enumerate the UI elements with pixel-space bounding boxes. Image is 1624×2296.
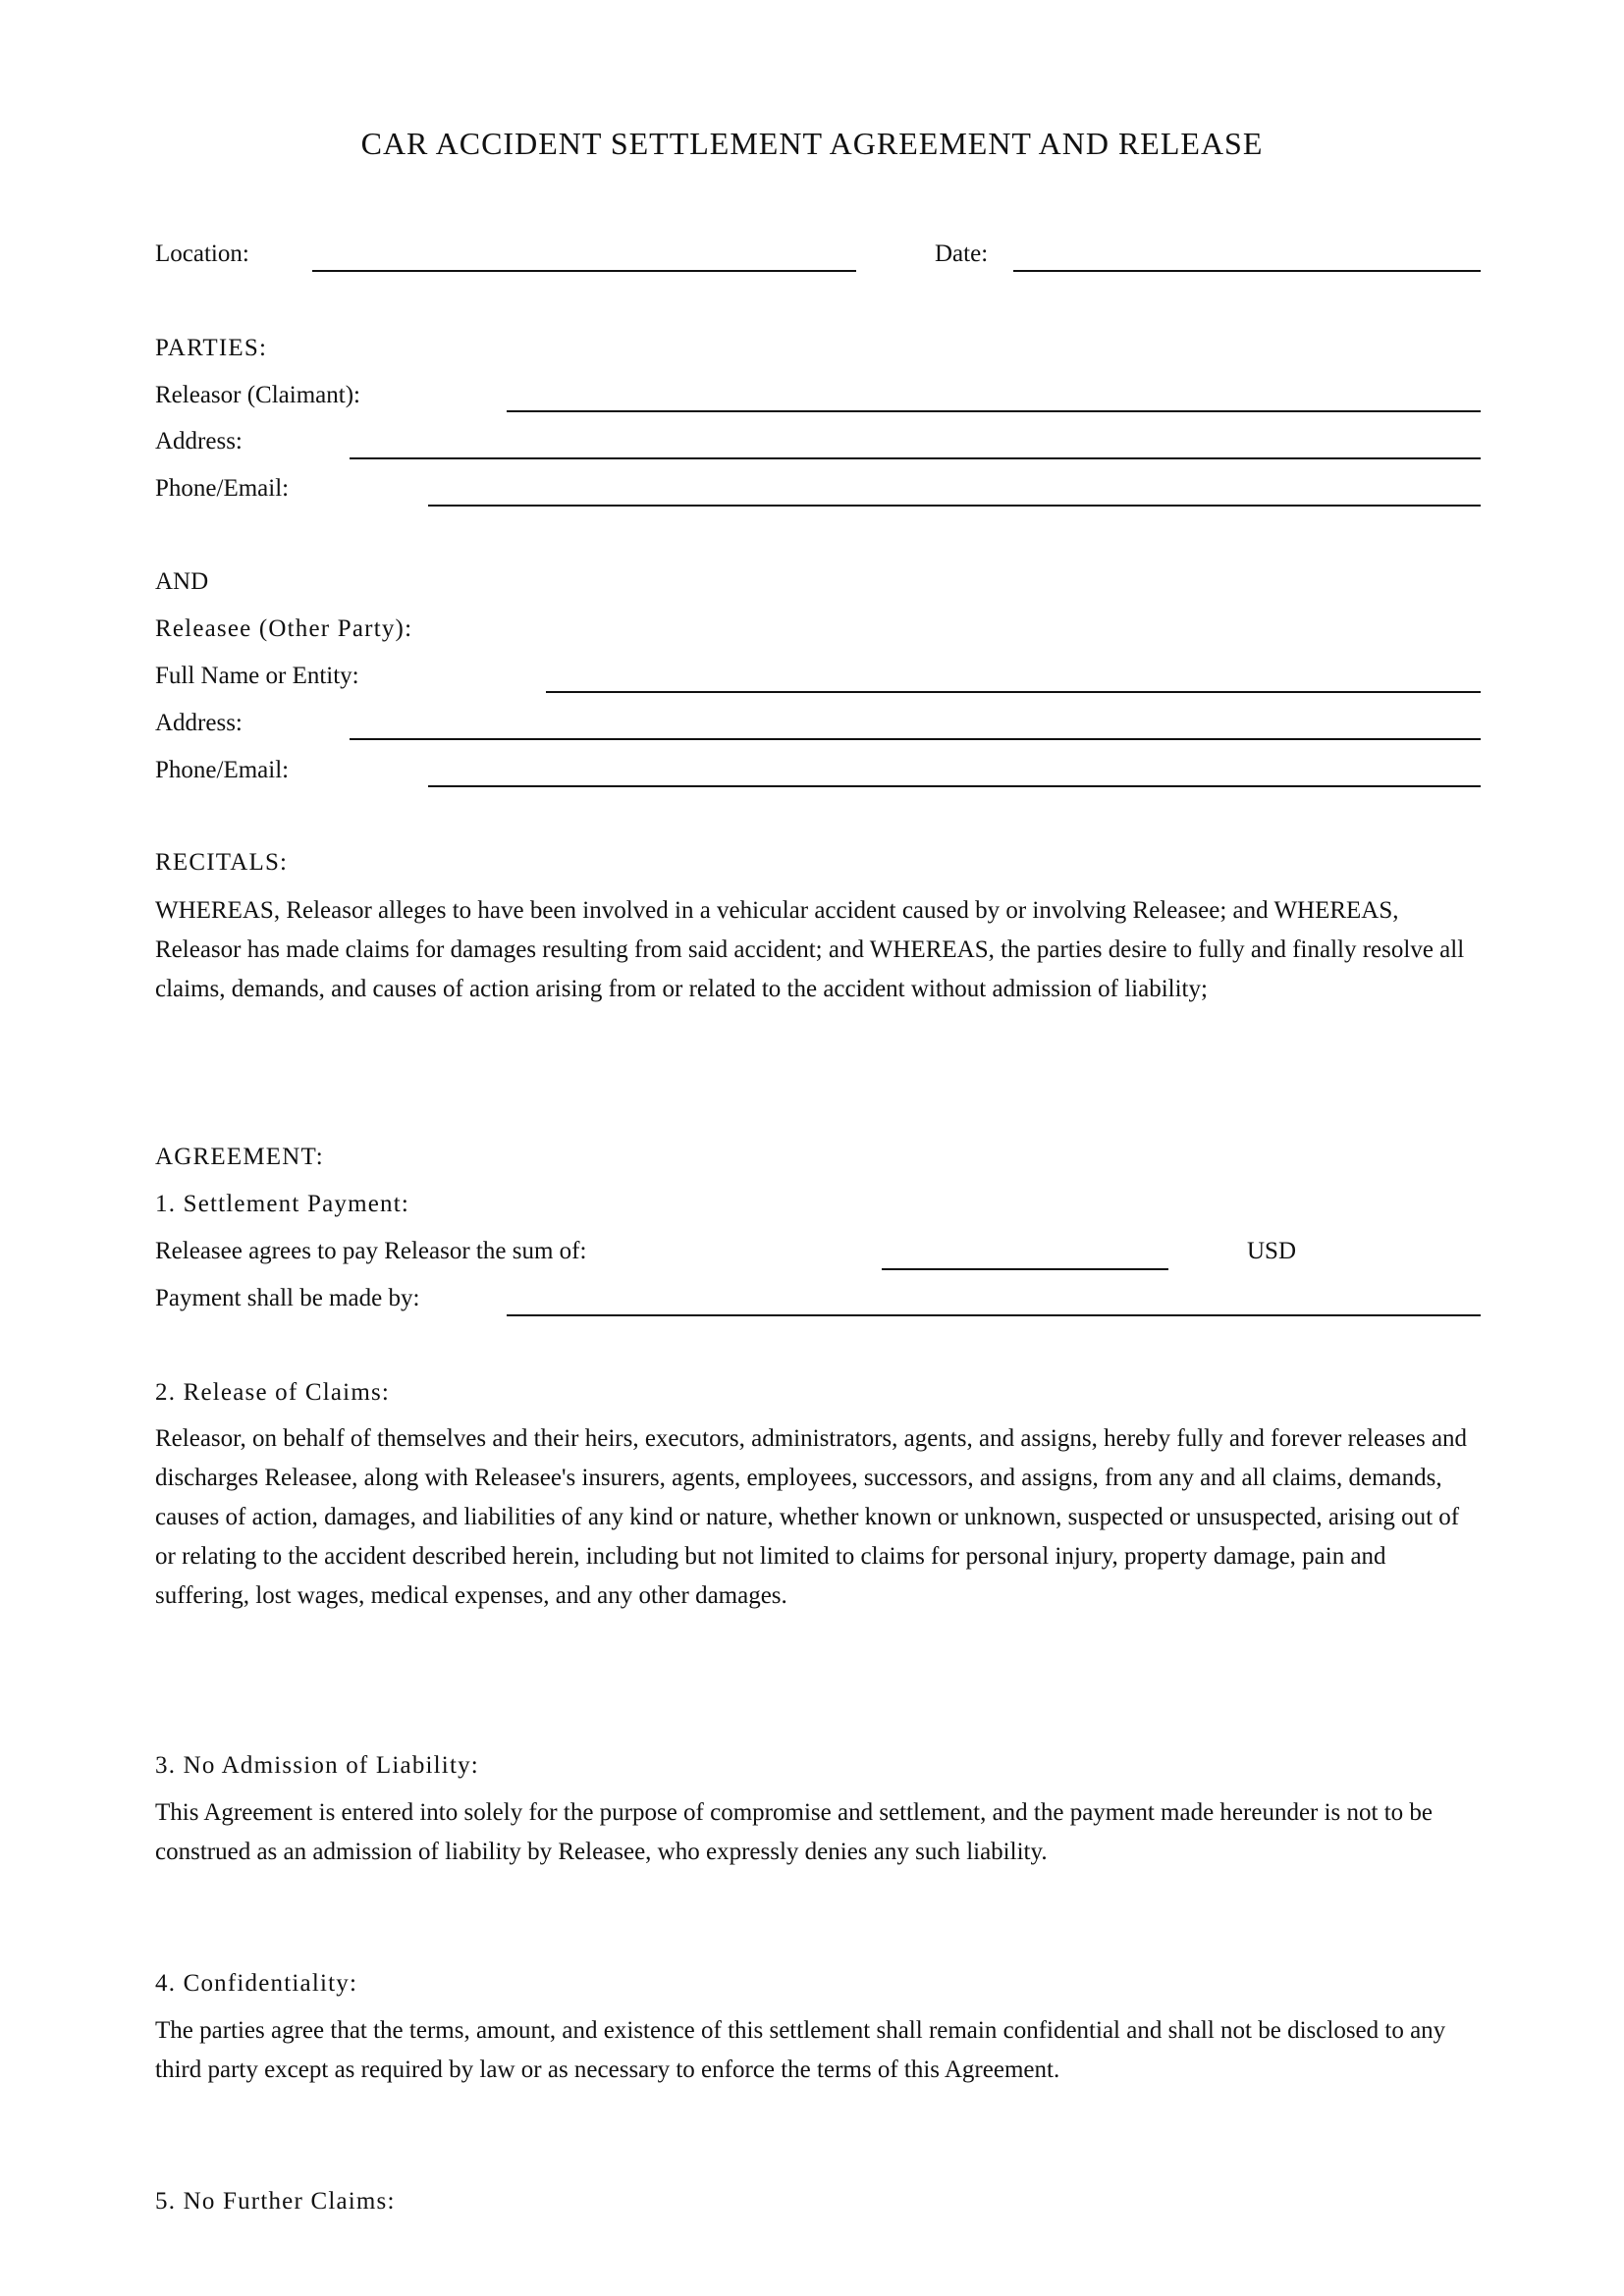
location-label: Location: bbox=[155, 240, 249, 267]
settlement-amount-field-line[interactable] bbox=[882, 1268, 1168, 1270]
agreement-heading: AGREEMENT: bbox=[155, 1144, 324, 1170]
releasor-name-field-line[interactable] bbox=[507, 410, 1481, 412]
parties-heading: PARTIES: bbox=[155, 335, 268, 361]
releasor-address-label: Address: bbox=[155, 428, 243, 454]
releasor-label: Releasor (Claimant): bbox=[155, 382, 360, 408]
date-label: Date: bbox=[935, 240, 989, 267]
section2-heading: 2. Release of Claims: bbox=[155, 1379, 391, 1406]
section1-heading: 1. Settlement Payment: bbox=[155, 1191, 410, 1217]
releasee-address-field-line[interactable] bbox=[350, 738, 1481, 740]
currency-label: USD bbox=[1247, 1238, 1297, 1264]
payment-method-label: Payment shall be made by: bbox=[155, 1285, 420, 1311]
recitals-heading: RECITALS: bbox=[155, 849, 289, 876]
section4-text: The parties agree that the terms, amount, and existence of this settlement shall remain confidential and shall not be disclosed to any third party except as required by law or as necessary to enforce the terms of this Agreement. bbox=[155, 2017, 1446, 2083]
releasee-phone-email-label: Phone/Email: bbox=[155, 757, 290, 783]
releasor-phone-email-field-line[interactable] bbox=[428, 505, 1481, 507]
releasee-full-name-field-line[interactable] bbox=[546, 691, 1481, 693]
document-title: CAR ACCIDENT SETTLEMENT AGREEMENT AND RELEASE bbox=[360, 126, 1264, 161]
recitals-text: WHEREAS, Releasor alleges to have been involved in a vehicular accident caused by or involving Releasee; and WHEREAS, Releasor has made claims for damages resulting from said accident; and WHEREAS, the parties desire to fully and finally resolve all claims, demands, and causes of action arising from or related to the accident without admission of liability; bbox=[155, 897, 1465, 1002]
payment-method-field-line[interactable] bbox=[507, 1314, 1481, 1316]
location-field-line[interactable] bbox=[312, 270, 856, 272]
releasee-address-label: Address: bbox=[155, 710, 243, 736]
releasor-phone-email-label: Phone/Email: bbox=[155, 475, 290, 502]
section3-text: This Agreement is entered into solely for the purpose of compromise and settlement, and the payment made hereunder is not to be construed as an admission of liability by Releasee, who expressly denies any such liability. bbox=[155, 1799, 1434, 1865]
section4-heading: 4. Confidentiality: bbox=[155, 1970, 358, 1997]
date-field-line[interactable] bbox=[1013, 270, 1481, 272]
settlement-sum-label: Releasee agrees to pay Releasor the sum of: bbox=[155, 1238, 587, 1264]
releasor-address-field-line[interactable] bbox=[350, 457, 1481, 459]
releasee-heading: Releasee (Other Party): bbox=[155, 615, 413, 642]
and-label: AND bbox=[155, 568, 209, 595]
section3-heading: 3. No Admission of Liability: bbox=[155, 1752, 479, 1779]
releasee-full-name-label: Full Name or Entity: bbox=[155, 663, 359, 689]
section2-text: Releasor, on behalf of themselves and their heirs, executors, administrators, agents, and assigns, hereby fully and forever releases and discharges Releasee, along with Releasee's insurers, agents, employees, successors, and assigns, from any and all claims, demands, causes of action, damages, and liabilities of any kind or nature, whether known or unknown, suspected or unsuspected, arising out of or relating to the accident described herein, including but not limited to claims for personal injury, property damage, pain and suffering, lost wages, medical expenses, and any other damages. bbox=[155, 1425, 1468, 1609]
section5-heading: 5. No Further Claims: bbox=[155, 2188, 396, 2215]
releasee-phone-email-field-line[interactable] bbox=[428, 785, 1481, 787]
